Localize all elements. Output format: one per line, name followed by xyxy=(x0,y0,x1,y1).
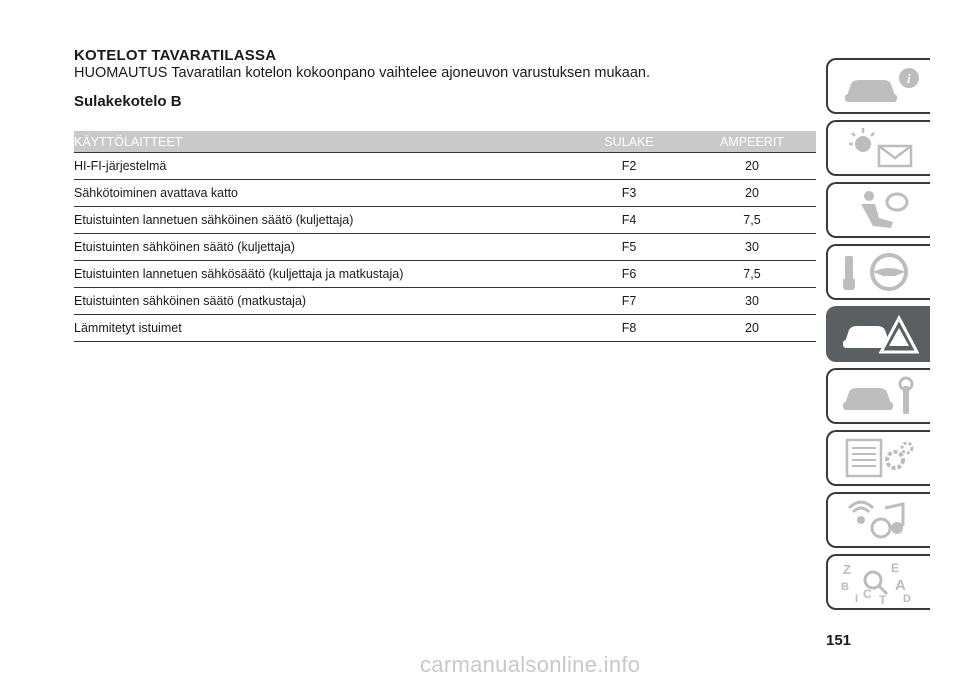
header-devices: KÄYTTÖLAITTEET xyxy=(74,131,570,153)
device-cell: Etuistuinten sähköinen säätö (matkustaja) xyxy=(74,288,570,315)
tab-starting[interactable] xyxy=(826,244,930,300)
amp-cell: 30 xyxy=(688,288,816,315)
table-row xyxy=(74,234,816,261)
tab-safety[interactable] xyxy=(826,182,930,238)
fuse-cell: F6 xyxy=(570,261,688,288)
warning-light-message-icon xyxy=(839,126,919,170)
table-row xyxy=(74,207,816,234)
section-title: KOTELOT TAVARATILASSA xyxy=(74,47,277,64)
table-header-row xyxy=(74,131,816,153)
amp-cell: 20 xyxy=(688,153,816,180)
tab-warning-lights[interactable] xyxy=(826,120,930,176)
note-text: HUOMAUTUS Tavaratilan kotelon kokoonpano vaihtelee ajoneuvon varustuksen mukaan. xyxy=(74,65,651,81)
fuse-cell: F5 xyxy=(570,234,688,261)
index-letter: E xyxy=(891,561,900,575)
index-alphabet-icon xyxy=(839,560,919,604)
tab-car-info[interactable] xyxy=(826,58,930,114)
table-row xyxy=(74,180,816,207)
key-steering-wheel-icon xyxy=(839,250,919,294)
table-row xyxy=(74,153,816,180)
index-letter: T xyxy=(879,593,887,604)
specifications-gear-icon xyxy=(839,436,919,480)
index-letter: I xyxy=(855,593,859,604)
fuse-cell: F4 xyxy=(570,207,688,234)
index-letter: C xyxy=(863,587,872,601)
table-row xyxy=(74,288,816,315)
header-fuse: SULAKE xyxy=(570,131,688,153)
index-letter: Z xyxy=(843,562,851,577)
multimedia-icon xyxy=(839,498,919,542)
fuse-cell: F2 xyxy=(570,153,688,180)
amp-cell: 7,5 xyxy=(688,261,816,288)
tab-emergency[interactable] xyxy=(826,306,930,362)
amp-cell: 7,5 xyxy=(688,207,816,234)
watermark: carmanualsonline.info xyxy=(420,652,641,677)
tab-index[interactable] xyxy=(826,554,930,610)
device-cell: Etuistuinten lannetuen sähkösäätö (kuljettaja ja matkustaja) xyxy=(74,261,570,288)
car-service-wrench-icon xyxy=(839,374,919,418)
amp-cell: 20 xyxy=(688,180,816,207)
index-letter: A xyxy=(895,577,906,594)
device-cell: Etuistuinten lannetuen sähköinen säätö (kuljettaja) xyxy=(74,207,570,234)
svg-text:i: i xyxy=(907,71,911,86)
fuse-cell: F7 xyxy=(570,288,688,315)
tab-technical-data[interactable] xyxy=(826,430,930,486)
page-number: 151 xyxy=(826,632,852,649)
car-info-icon xyxy=(839,64,919,108)
index-letter: D xyxy=(903,593,911,604)
device-cell: Sähkötoiminen avattava katto xyxy=(74,180,570,207)
fuse-cell: F8 xyxy=(570,315,688,342)
airbag-seat-icon xyxy=(839,188,919,232)
fuse-cell: F3 xyxy=(570,180,688,207)
fuse-table xyxy=(74,131,816,342)
device-cell: Etuistuinten sähköinen säätö (kuljettaja) xyxy=(74,234,570,261)
amp-cell: 30 xyxy=(688,234,816,261)
header-amperes: AMPEERIT xyxy=(688,131,816,153)
car-breakdown-warning-icon xyxy=(839,312,919,356)
table-row xyxy=(74,315,816,342)
device-cell: HI-FI-järjestelmä xyxy=(74,153,570,180)
tab-maintenance[interactable] xyxy=(826,368,930,424)
tab-multimedia[interactable] xyxy=(826,492,930,548)
table-row xyxy=(74,261,816,288)
index-letter: B xyxy=(841,581,849,593)
amp-cell: 20 xyxy=(688,315,816,342)
fuse-box-title: Sulakekotelo B xyxy=(74,93,182,110)
device-cell: Lämmitetyt istuimet xyxy=(74,315,570,342)
